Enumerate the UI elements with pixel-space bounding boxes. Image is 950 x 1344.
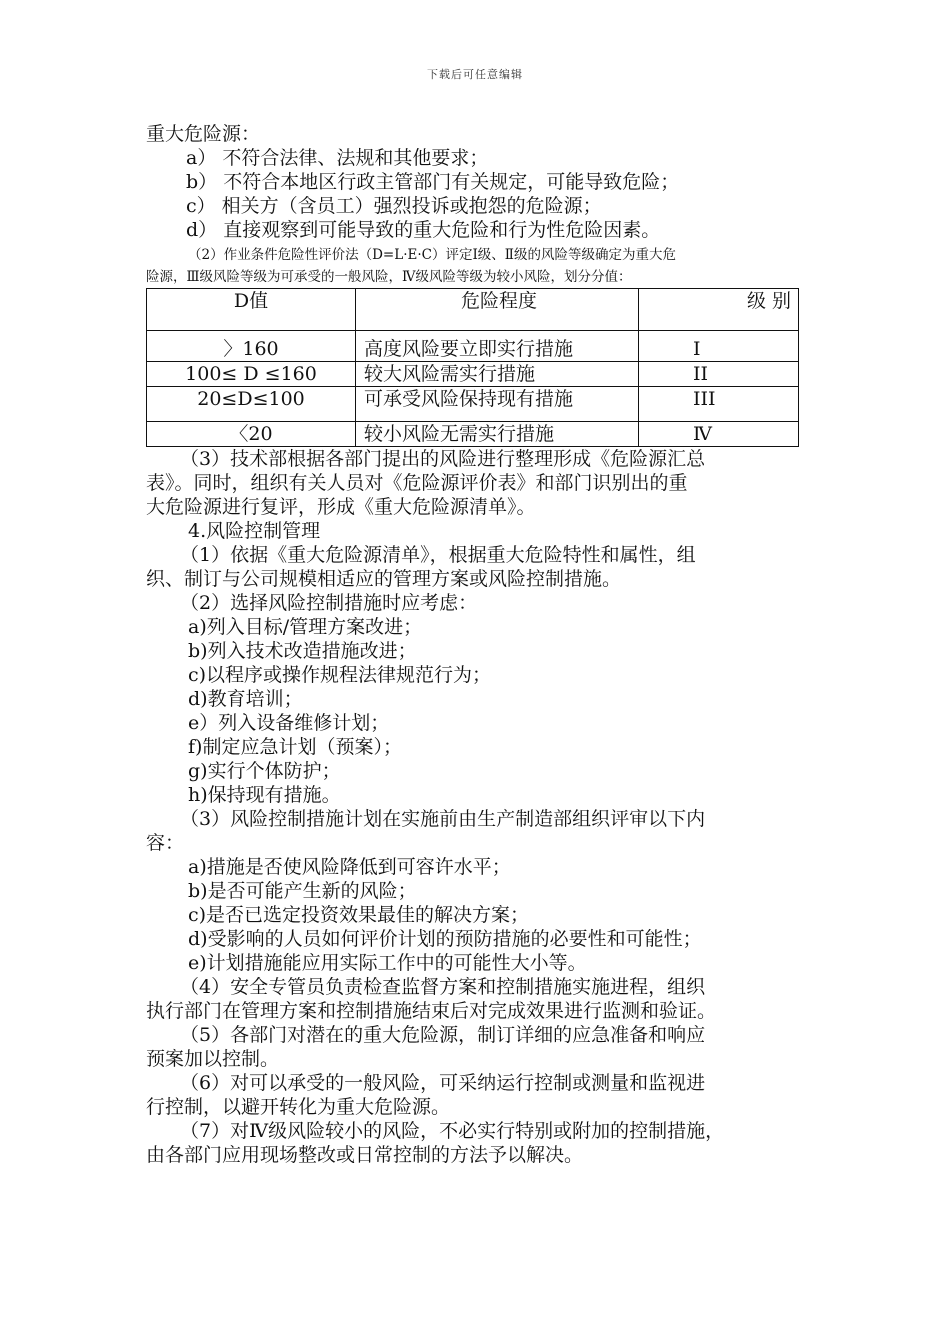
text-line: （7）对Ⅳ级风险较小的风险，不必实行特别或附加的控制措施，	[180, 1120, 725, 1142]
text-line: d） 直接观察到可能导致的重大危险和行为性危险因素。	[186, 219, 661, 241]
text-line: e)计划措施能应用实际工作中的可能性大小等。	[188, 952, 587, 974]
text-line: 由各部门应用现场整改或日常控制的方法予以解决。	[146, 1144, 584, 1166]
text-line: b） 不符合本地区行政主管部门有关规定，可能导致危险；	[186, 171, 680, 193]
text-line: （5）各部门对潜在的重大危险源，制订详细的应急准备和响应	[180, 1024, 706, 1046]
table-cell: III	[639, 387, 799, 422]
method-note-line: 险源，Ⅲ级风险等级为可承受的一般风险，Ⅳ级风险等级为较小风险，划分分值：	[146, 269, 632, 285]
text-line: （6）对可以承受的一般风险，可采纳运行控制或测量和监视进	[180, 1072, 706, 1094]
page-header: 下载后可任意编辑	[427, 68, 523, 81]
text-line: f)制定应急计划（预案）；	[188, 736, 402, 758]
major-hazard-criteria	[146, 122, 811, 242]
table-row	[147, 422, 799, 447]
text-line: 织、制订与公司规模相适应的管理方案或风险控制措施。	[146, 568, 622, 590]
table-cell: II	[639, 362, 799, 387]
table-row	[147, 362, 799, 387]
text-line: 行控制，以避开转化为重大危险源。	[146, 1096, 451, 1118]
table-row	[147, 331, 799, 362]
text-line: a)措施是否使风险降低到可容许水平；	[188, 856, 511, 878]
method-note-line: （2）作业条件危险性评价法（D=L·E·C）评定Ⅰ级、Ⅱ级的风险等级确定为重大危	[188, 247, 676, 263]
text-line: e）列入设备维修计划；	[188, 712, 390, 734]
table-row	[147, 387, 799, 422]
text-line: 预案加以控制。	[146, 1048, 280, 1070]
text-line: h)保持现有措施。	[188, 784, 341, 806]
text-line: d)受影响的人员如何评价计划的预防措施的必要性和可能性；	[188, 928, 702, 950]
text-line: b)是否可能产生新的风险；	[188, 880, 417, 902]
table-cell: 可承受风险保持现有措施	[356, 387, 639, 422]
text-line: c)是否已选定投资效果最佳的解决方案；	[188, 904, 530, 926]
text-line: （1）依据《重大危险源清单》，根据重大危险特性和属性，组	[180, 544, 696, 566]
table-cell: 〈20	[147, 422, 356, 447]
text-line: a)列入目标/管理方案改进；	[188, 616, 423, 638]
text-line: 重大危险源：	[146, 123, 261, 145]
text-line: 执行部门在管理方案和控制措施结束后对完成效果进行监测和验证。	[146, 1000, 717, 1022]
text-line: g)实行个体防护；	[188, 760, 341, 782]
table-cell: 高度风险要立即实行措施	[356, 331, 639, 362]
text-line: 表》。同时，组织有关人员对《危险源评价表》和部门识别出的重	[146, 472, 688, 494]
text-line: （2）选择风险控制措施时应考虑：	[180, 592, 478, 614]
text-line: （3）技术部根据各部门提出的风险进行整理形成《危险源汇总	[180, 448, 706, 470]
table-cell: I	[639, 331, 799, 362]
text-line: c） 相关方（含员工）强烈投诉或抱怨的危险源；	[186, 195, 602, 217]
text-line: b)列入技术改造措施改进；	[188, 640, 417, 662]
method-note	[146, 244, 811, 288]
table-cell: 较大风险需实行措施	[356, 362, 639, 387]
table-header-cell: D值	[147, 289, 356, 331]
risk-control-section	[146, 447, 811, 1167]
text-line: c)以程序或操作规程法律规范行为；	[188, 664, 492, 686]
table-cell: 〉160	[147, 331, 356, 362]
text-line: 大危险源进行复评，形成《重大危险源清单》。	[146, 496, 536, 518]
text-line: 容：	[146, 832, 185, 854]
table-header-cell: 级 别	[639, 289, 799, 331]
table-header-cell: 危险程度	[356, 289, 639, 331]
text-line: （3）风险控制措施计划在实施前由生产制造部组织评审以下内	[180, 808, 706, 830]
text-line: 4.风险控制管理	[188, 520, 321, 542]
table-cell: 20≤D≤100	[147, 387, 356, 422]
table-cell: 较小风险无需实行措施	[356, 422, 639, 447]
table-header-row	[147, 289, 799, 331]
table-cell: 100≤ D ≤160	[147, 362, 356, 387]
text-line: d)教育培训；	[188, 688, 303, 710]
risk-level-table	[146, 288, 799, 447]
document-body	[146, 122, 811, 1167]
table-cell: Ⅳ	[639, 422, 799, 447]
text-line: a） 不符合法律、法规和其他要求；	[186, 147, 489, 169]
text-line: （4）安全专管员负责检查监督方案和控制措施实施进程，组织	[180, 976, 706, 998]
